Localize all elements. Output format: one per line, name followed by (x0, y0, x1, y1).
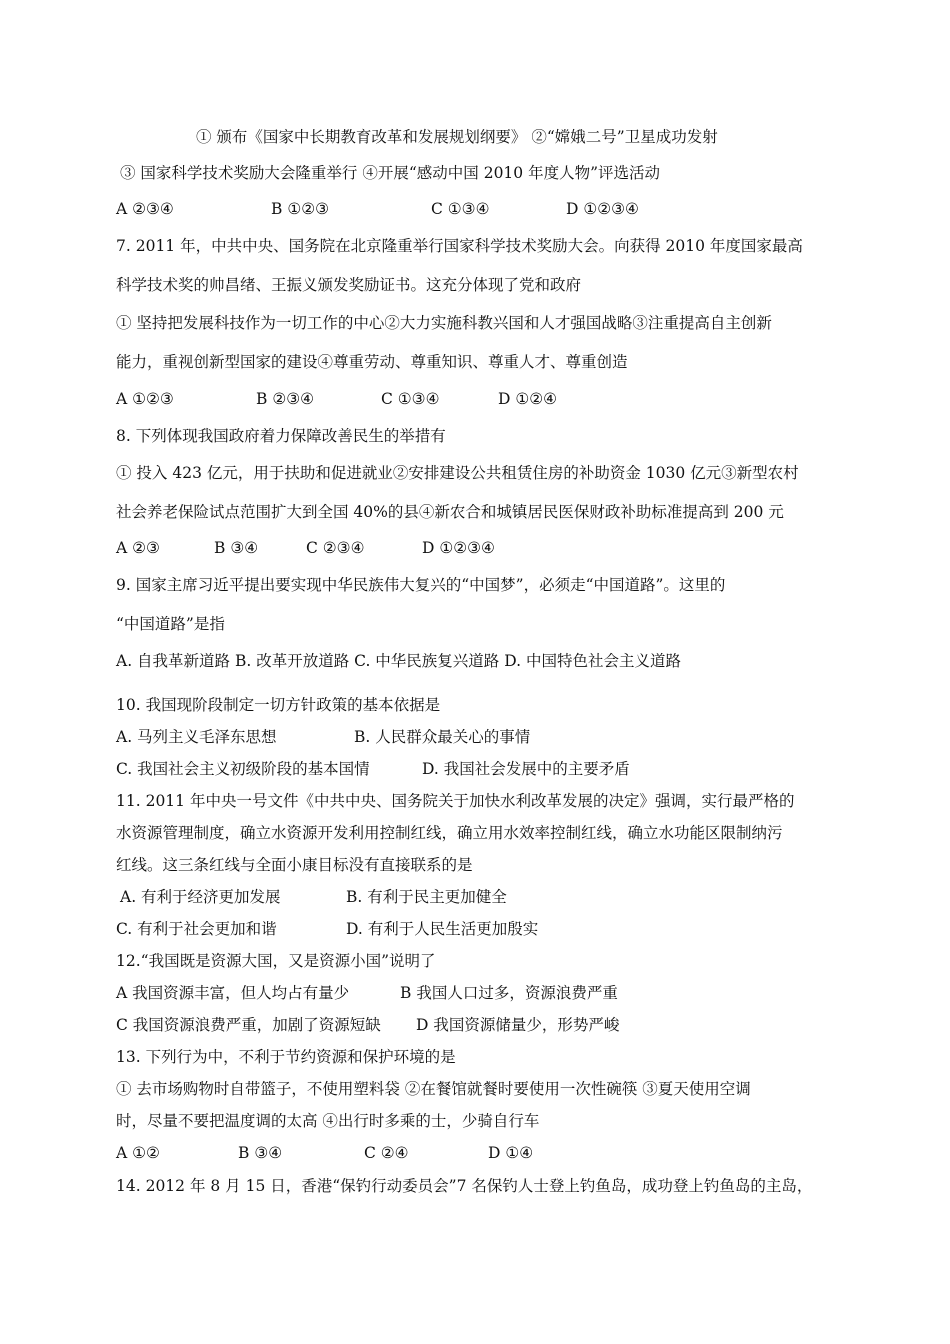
q8-item-line-1: ① 投入 423 亿元，用于扶助和促进就业②安排建设公共租赁住房的补助资金 1030 亿元③新型农村 (116, 464, 799, 482)
q6-option-b[interactable]: B ①②③ (271, 200, 330, 218)
q11-stem-line-1: 11. 2011 年中央一号文件《中共中央、国务院关于加快水利改革发展的决定》强调，实行最严格的 (116, 792, 795, 810)
q10-option-d[interactable]: D. 我国社会发展中的主要矛盾 (422, 760, 630, 778)
q8-option-a[interactable]: A ②③ (116, 539, 160, 557)
q8-item-line-2: 社会养老保险试点范围扩大到全国 40%的县④新农合和城镇居民医保财政补助标准提高到 200 元 (116, 503, 784, 521)
q11-stem-line-3: 红线。这三条红线与全面小康目标没有直接联系的是 (116, 856, 473, 874)
q8-option-b[interactable]: B ③④ (214, 539, 259, 557)
q12-option-a[interactable]: A 我国资源丰富，但人均占有量少 (116, 984, 350, 1002)
q7-stem-line-2: 科学技术奖的帅昌绪、王振义颁发奖励证书。这充分体现了党和政府 (116, 276, 582, 294)
q10-option-a[interactable]: A. 马列主义毛泽东思想 (116, 728, 277, 746)
q6-option-a[interactable]: A ②③④ (116, 200, 174, 218)
q11-option-b[interactable]: B. 有利于民主更加健全 (346, 888, 507, 906)
q6-option-d[interactable]: D ①②③④ (566, 200, 639, 218)
q14-stem-line-1: 14. 2012 年 8 月 15 日，香港“保钓行动委员会”7 名保钓人士登上钓鱼岛，成功登上钓鱼岛的主岛， (116, 1177, 813, 1195)
q13-option-d[interactable]: D ①④ (488, 1144, 534, 1162)
q7-option-c[interactable]: C ①③④ (381, 390, 440, 408)
q11-option-d[interactable]: D. 有利于人民生活更加殷实 (346, 920, 539, 938)
q13-option-a[interactable]: A ①② (116, 1144, 160, 1162)
q10-option-c[interactable]: C. 我国社会主义初级阶段的基本国情 (116, 760, 370, 778)
q7-option-b[interactable]: B ②③④ (256, 390, 315, 408)
q13-option-c[interactable]: C ②④ (364, 1144, 409, 1162)
q12-stem: 12.“我国既是资源大国，又是资源小国”说明了 (116, 952, 436, 970)
q9-stem-line-1: 9. 国家主席习近平提出要实现中华民族伟大复兴的“中国梦”，必须走“中国道路”。这里的 (116, 576, 726, 594)
q7-stem-line-1: 7. 2011 年，中共中央、国务院在北京隆重举行国家科学技术奖励大会。向获得 2010 年度国家最高 (116, 237, 803, 255)
q6-item-line-2: ③ 国家科学技术奖励大会隆重举行 ④开展“感动中国 2010 年度人物”评选活动 (120, 164, 661, 182)
q13-option-b[interactable]: B ③④ (238, 1144, 283, 1162)
q7-item-line-2: 能力，重视创新型国家的建设④尊重劳动、尊重知识、尊重人才、尊重创造 (116, 353, 628, 371)
q11-stem-line-2: 水资源管理制度，确立水资源开发利用控制红线，确立用水效率控制红线，确立水功能区限制纳污 (116, 824, 783, 842)
q9-options[interactable]: A. 自我革新道路 B. 改革开放道路 C. 中华民族复兴道路 D. 中国特色社会主义道路 (116, 652, 681, 670)
q7-item-line-1: ① 坚持把发展科技作为一切工作的中心②大力实施科教兴国和人才强国战略③注重提高自主创新 (116, 314, 772, 332)
q11-option-c[interactable]: C. 有利于社会更加和谐 (116, 920, 277, 938)
q9-stem-line-2: “中国道路”是指 (116, 615, 225, 633)
q12-option-b[interactable]: B 我国人口过多，资源浪费严重 (400, 984, 618, 1002)
q7-option-d[interactable]: D ①②④ (498, 390, 558, 408)
q6-option-c[interactable]: C ①③④ (431, 200, 490, 218)
q13-item-line-1: ① 去市场购物时自带篮子，不使用塑料袋 ②在餐馆就餐时要使用一次性碗筷 ③夏天使用空调 (116, 1080, 751, 1098)
q13-stem: 13. 下列行为中，不利于节约资源和保护环境的是 (116, 1048, 456, 1066)
q13-item-line-2: 时，尽量不要把温度调的太高 ④出行时多乘的士，少骑自行车 (116, 1112, 540, 1130)
q8-option-c[interactable]: C ②③④ (306, 539, 365, 557)
q7-option-a[interactable]: A ①②③ (116, 390, 174, 408)
q11-option-a[interactable]: A. 有利于经济更加发展 (120, 888, 281, 906)
q8-stem: 8. 下列体现我国政府着力保障改善民生的举措有 (116, 427, 446, 445)
q12-option-d[interactable]: D 我国资源储量少，形势严峻 (416, 1016, 620, 1034)
q12-option-c[interactable]: C 我国资源浪费严重，加剧了资源短缺 (116, 1016, 381, 1034)
q6-item-line-1: ① 颁布《国家中长期教育改革和发展规划纲要》 ②“嫦娥二号”卫星成功发射 (196, 128, 718, 146)
q10-option-b[interactable]: B. 人民群众最关心的事情 (354, 728, 531, 746)
q10-stem: 10. 我国现阶段制定一切方针政策的基本依据是 (116, 696, 441, 714)
q8-option-d[interactable]: D ①②③④ (422, 539, 495, 557)
